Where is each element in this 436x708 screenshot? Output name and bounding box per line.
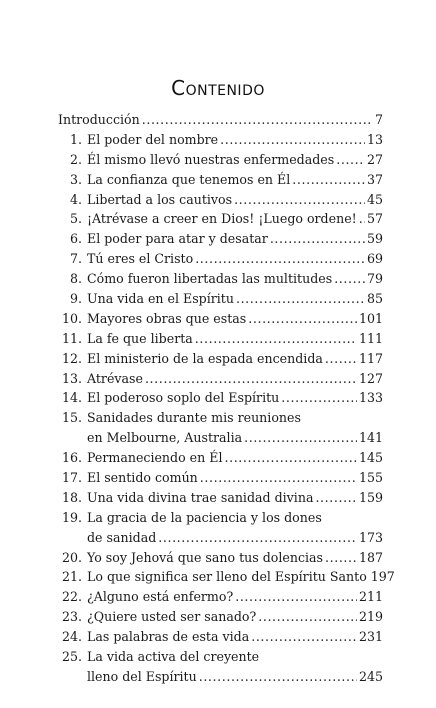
dot-leader xyxy=(292,170,365,190)
toc-entry xyxy=(58,209,383,229)
toc-entry xyxy=(58,269,383,289)
entry-page-number: 219 xyxy=(358,609,383,625)
dot-leader xyxy=(145,369,357,389)
toc-entry xyxy=(58,647,383,687)
entry-page-number: 187 xyxy=(358,549,383,565)
dot-leader xyxy=(334,269,365,289)
entry-title: ¿Alguno está enfermo? xyxy=(87,589,234,605)
dot-leader xyxy=(199,667,357,687)
entry-page-number: 155 xyxy=(358,470,383,486)
entry-title: Tú eres el Cristo xyxy=(87,251,194,267)
entry-page-number: 159 xyxy=(358,489,383,505)
entry-title: Las palabras de esta vida xyxy=(87,629,250,645)
entry-title: Sanidades durante mis reuniones xyxy=(87,410,301,426)
dot-leader xyxy=(315,488,357,508)
entry-title: Él mismo llevó nuestras enfermedades xyxy=(87,151,335,167)
entry-number: 25. xyxy=(61,649,82,665)
dot-leader xyxy=(359,209,365,229)
dot-leader xyxy=(248,309,357,329)
entry-number: 4. xyxy=(69,191,82,207)
entry-title: El sentido común xyxy=(87,470,198,486)
entry-title: Una vida divina trae sanidad divina xyxy=(87,489,314,505)
entry-number: 5. xyxy=(69,211,82,227)
dot-leader xyxy=(195,329,357,349)
entry-page-number: 37 xyxy=(366,171,383,187)
entry-page-number: 69 xyxy=(366,251,383,267)
dot-leader xyxy=(244,428,357,448)
toc-entry xyxy=(58,190,383,210)
entry-number: 15. xyxy=(61,410,82,426)
toc-entry xyxy=(58,607,383,627)
entry-title: La vida activa del creyente xyxy=(87,649,260,665)
entry-page-number: 231 xyxy=(358,629,383,645)
toc-entry xyxy=(58,408,383,448)
entry-page-number: 173 xyxy=(358,529,383,545)
dot-leader xyxy=(195,249,365,269)
entry-page-number: 57 xyxy=(366,211,383,227)
dot-leader xyxy=(281,388,357,408)
dot-leader xyxy=(270,229,365,249)
entry-title: La confianza que tenemos en Él xyxy=(87,171,291,187)
toc-entry xyxy=(58,309,383,329)
toc-entry xyxy=(58,567,395,587)
entry-number: 16. xyxy=(61,450,82,466)
dot-leader xyxy=(236,289,365,309)
entry-number: 8. xyxy=(69,271,82,287)
entry-number: 2. xyxy=(69,151,82,167)
entry-number: 14. xyxy=(61,390,82,406)
entry-page-number: 127 xyxy=(358,370,383,386)
entry-title: El poder del nombre xyxy=(87,131,219,147)
entry-title: La fe que liberta xyxy=(87,330,193,346)
toc-entry xyxy=(58,548,383,568)
dot-leader xyxy=(336,150,365,170)
dot-leader xyxy=(235,587,357,607)
entry-title: Una vida en el Espíritu xyxy=(87,291,234,307)
entry-page-number: 245 xyxy=(358,668,383,684)
toc-entry xyxy=(58,468,383,488)
toc-entry xyxy=(58,488,383,508)
entry-page-number: 7 xyxy=(374,112,383,127)
entry-page-number: 145 xyxy=(358,450,383,466)
entry-page-number: 211 xyxy=(358,589,383,605)
entry-title: Atrévase xyxy=(87,370,143,386)
entry-title-continued: de sanidad xyxy=(87,529,157,545)
entry-title: El poderoso soplo del Espíritu xyxy=(87,390,280,406)
entry-page-number: 111 xyxy=(358,330,383,346)
entry-number: 17. xyxy=(61,470,82,486)
dot-leader xyxy=(200,468,357,488)
entry-number: 3. xyxy=(69,171,82,187)
toc-entry xyxy=(58,448,383,468)
dot-leader xyxy=(325,548,357,568)
entry-page-number: 85 xyxy=(366,291,383,307)
toc-entry xyxy=(58,587,383,607)
table-of-contents xyxy=(58,110,395,687)
entry-page-number: 117 xyxy=(358,350,383,366)
entry-number: 21. xyxy=(61,569,82,585)
entry-title: Mayores obras que estas xyxy=(87,310,247,326)
toc-entry xyxy=(58,627,383,647)
entry-number: 10. xyxy=(61,310,82,326)
entry-number: 23. xyxy=(61,609,82,625)
toc-entry xyxy=(58,249,383,269)
entry-page-number: 101 xyxy=(358,310,383,326)
entry-title: El poder para atar y desatar xyxy=(87,231,268,247)
entry-number: 13. xyxy=(61,370,82,386)
entry-title-continued: lleno del Espíritu xyxy=(87,668,197,684)
page-title: Contenido xyxy=(171,76,265,100)
dot-leader xyxy=(325,349,357,369)
entry-number: 24. xyxy=(61,629,82,645)
entry-number: 7. xyxy=(69,251,82,267)
entry-number: 18. xyxy=(61,489,82,505)
entry-title: ¡Atrévase a creer en Dios! ¡Luego ordene! xyxy=(87,211,357,227)
dot-leader xyxy=(142,110,373,130)
toc-entry xyxy=(58,508,383,548)
toc-entry xyxy=(58,170,383,190)
toc-entry xyxy=(58,229,383,249)
entry-title: ¿Quiere usted ser sanado? xyxy=(87,609,257,625)
entry-page-number: 45 xyxy=(366,191,383,207)
entry-number: 20. xyxy=(61,549,82,565)
toc-entry xyxy=(58,388,383,408)
entry-number: 12. xyxy=(61,350,82,366)
entry-title-continued: en Melbourne, Australia xyxy=(87,430,243,446)
toc-entry xyxy=(58,349,383,369)
entry-title: Lo que significa ser lleno del Espíritu Santo xyxy=(87,569,367,585)
entry-title: El ministerio de la espada encendida xyxy=(87,350,323,366)
entry-number: 1. xyxy=(69,131,82,147)
entry-title: Permaneciendo en Él xyxy=(87,450,223,466)
entry-title: La gracia de la paciencia y los dones xyxy=(87,509,322,525)
dot-leader xyxy=(251,627,357,647)
dot-leader xyxy=(234,190,365,210)
entry-number: 22. xyxy=(61,589,82,605)
dot-leader xyxy=(224,448,356,468)
entry-title: Yo soy Jehová que sano tus dolencias xyxy=(87,549,324,565)
entry-page-number: 79 xyxy=(366,271,383,287)
entry-title: Libertad a los cautivos xyxy=(87,191,233,207)
entry-page-number: 27 xyxy=(366,151,383,167)
entry-page-number: 13 xyxy=(366,131,383,147)
toc-entry xyxy=(58,130,383,150)
entry-title: Introducción xyxy=(58,112,140,127)
entry-number: 6. xyxy=(69,231,82,247)
toc-entry xyxy=(58,289,383,309)
dot-leader xyxy=(158,528,357,548)
entry-page-number: 59 xyxy=(366,231,383,247)
entry-number: 9. xyxy=(69,291,82,307)
entry-number: 19. xyxy=(61,509,82,525)
dot-leader xyxy=(220,130,365,150)
entry-title: Cómo fueron libertadas las multitudes xyxy=(87,271,333,287)
entry-page-number: 133 xyxy=(358,390,383,406)
entry-page-number: 141 xyxy=(358,430,383,446)
dot-leader xyxy=(258,607,357,627)
toc-entry xyxy=(58,150,383,170)
toc-entry xyxy=(58,329,383,349)
entry-page-number: 197 xyxy=(370,569,395,585)
toc-entry xyxy=(58,110,383,130)
entry-number: 11. xyxy=(61,330,82,346)
toc-entry xyxy=(58,369,383,389)
